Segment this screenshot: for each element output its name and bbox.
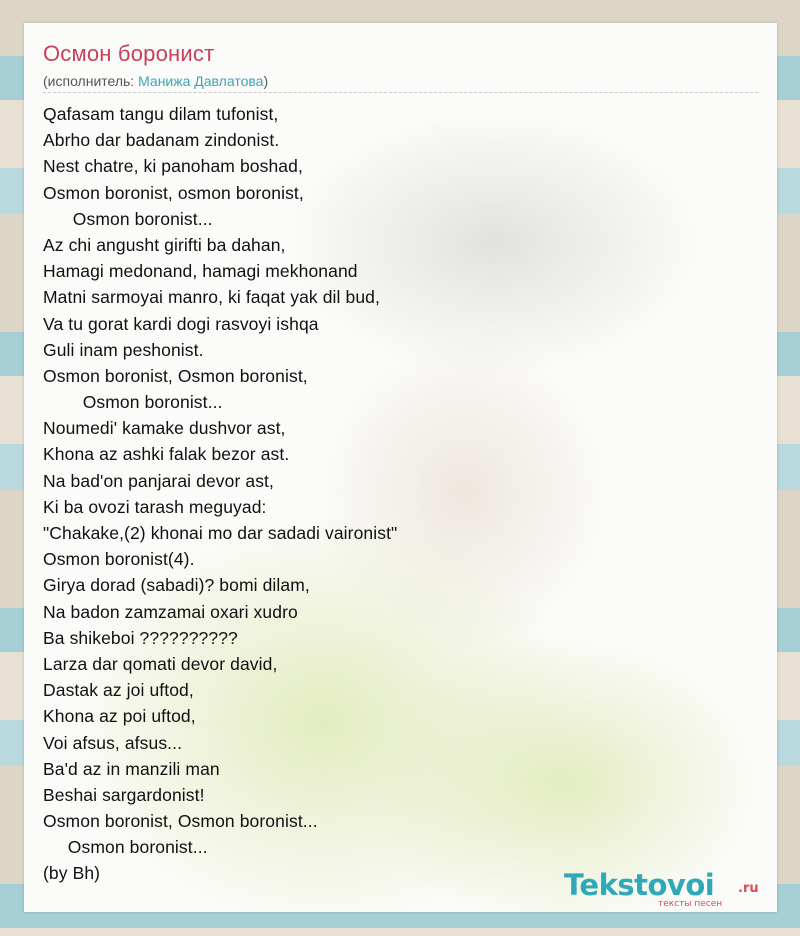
lyric-line: Osmon boronist... [43, 392, 223, 413]
lyric-line: Az chi angusht girifti ba dahan, [43, 234, 286, 255]
lyric-line: "Chakake,(2) khonai mo dar sadadi vaironist" [43, 523, 398, 543]
lyric-line: Na badon zamzamai oxari xudro [43, 601, 298, 622]
lyric-line: (by Bh) [43, 863, 101, 884]
logo-tagline: тексты песен [658, 899, 723, 909]
lyric-line: Khona az poi uftod, [43, 706, 196, 727]
lyric-line: Khona az ashki falak bezor ast. [43, 444, 290, 465]
lyric-line: Abrho dar badanam zindonist. [43, 130, 280, 151]
lyric-line: Osmon boronist, Osmon boronist, [43, 365, 308, 386]
lyric-line: Matni sarmoyai manro, ki faqat yak dil bud, [43, 287, 380, 308]
lyric-line: Ba'd az in manzili man [43, 758, 220, 779]
lyric-line: Nest chatre, ki panoham boshad, [43, 156, 303, 177]
artist-line [43, 73, 758, 93]
logo-tld: .ru [738, 881, 759, 896]
song-title[interactable]: Осмон боронист [43, 41, 215, 66]
artist-prefix: (исполнитель: [43, 73, 139, 89]
lyric-line: Osmon boronist, Osmon boronist... [43, 811, 318, 832]
artist-suffix: ) [263, 73, 269, 89]
lyric-line: Voi afsus, afsus... [43, 732, 183, 753]
lyric-line: Dastak az joi uftod, [43, 680, 194, 701]
lyric-line: Osmon boronist... [43, 837, 208, 858]
lyrics-text [43, 101, 758, 887]
lyric-line: Va tu gorat kardi dogi rasvoyi ishqa [43, 313, 319, 334]
lyrics-content [43, 41, 758, 887]
lyric-line: Osmon boronist... [43, 208, 213, 229]
lyric-line: Osmon boronist, osmon boronist, [43, 182, 304, 203]
lyric-line: Noumedi' kamake dushvor ast, [43, 418, 286, 439]
artist-link[interactable]: Манижа Давлатова [138, 73, 264, 89]
lyric-line: Na bad'on panjarai devor ast, [43, 470, 274, 491]
site-logo[interactable] [564, 868, 769, 912]
lyric-line: Ki ba ovozi tarash meguyad: [43, 496, 267, 517]
lyric-line: Osmon boronist(4). [43, 549, 195, 570]
lyric-line: Beshai sargardonist! [43, 784, 205, 805]
lyric-line: Qafasam tangu dilam tufonist, [43, 104, 279, 124]
logo-name: Tekstovoi [564, 868, 715, 902]
lyric-line: Ba shikeboi ?????????? [43, 627, 238, 648]
lyric-line: Girya dorad (sabadi)? bomi dilam, [43, 575, 310, 596]
lyric-line: Larza dar qomati devor david, [43, 653, 278, 674]
lyric-line: Hamagi medonand, hamagi mekhonand [43, 261, 358, 282]
lyrics-card [24, 23, 777, 912]
lyric-line: Guli inam peshonist. [43, 339, 204, 360]
